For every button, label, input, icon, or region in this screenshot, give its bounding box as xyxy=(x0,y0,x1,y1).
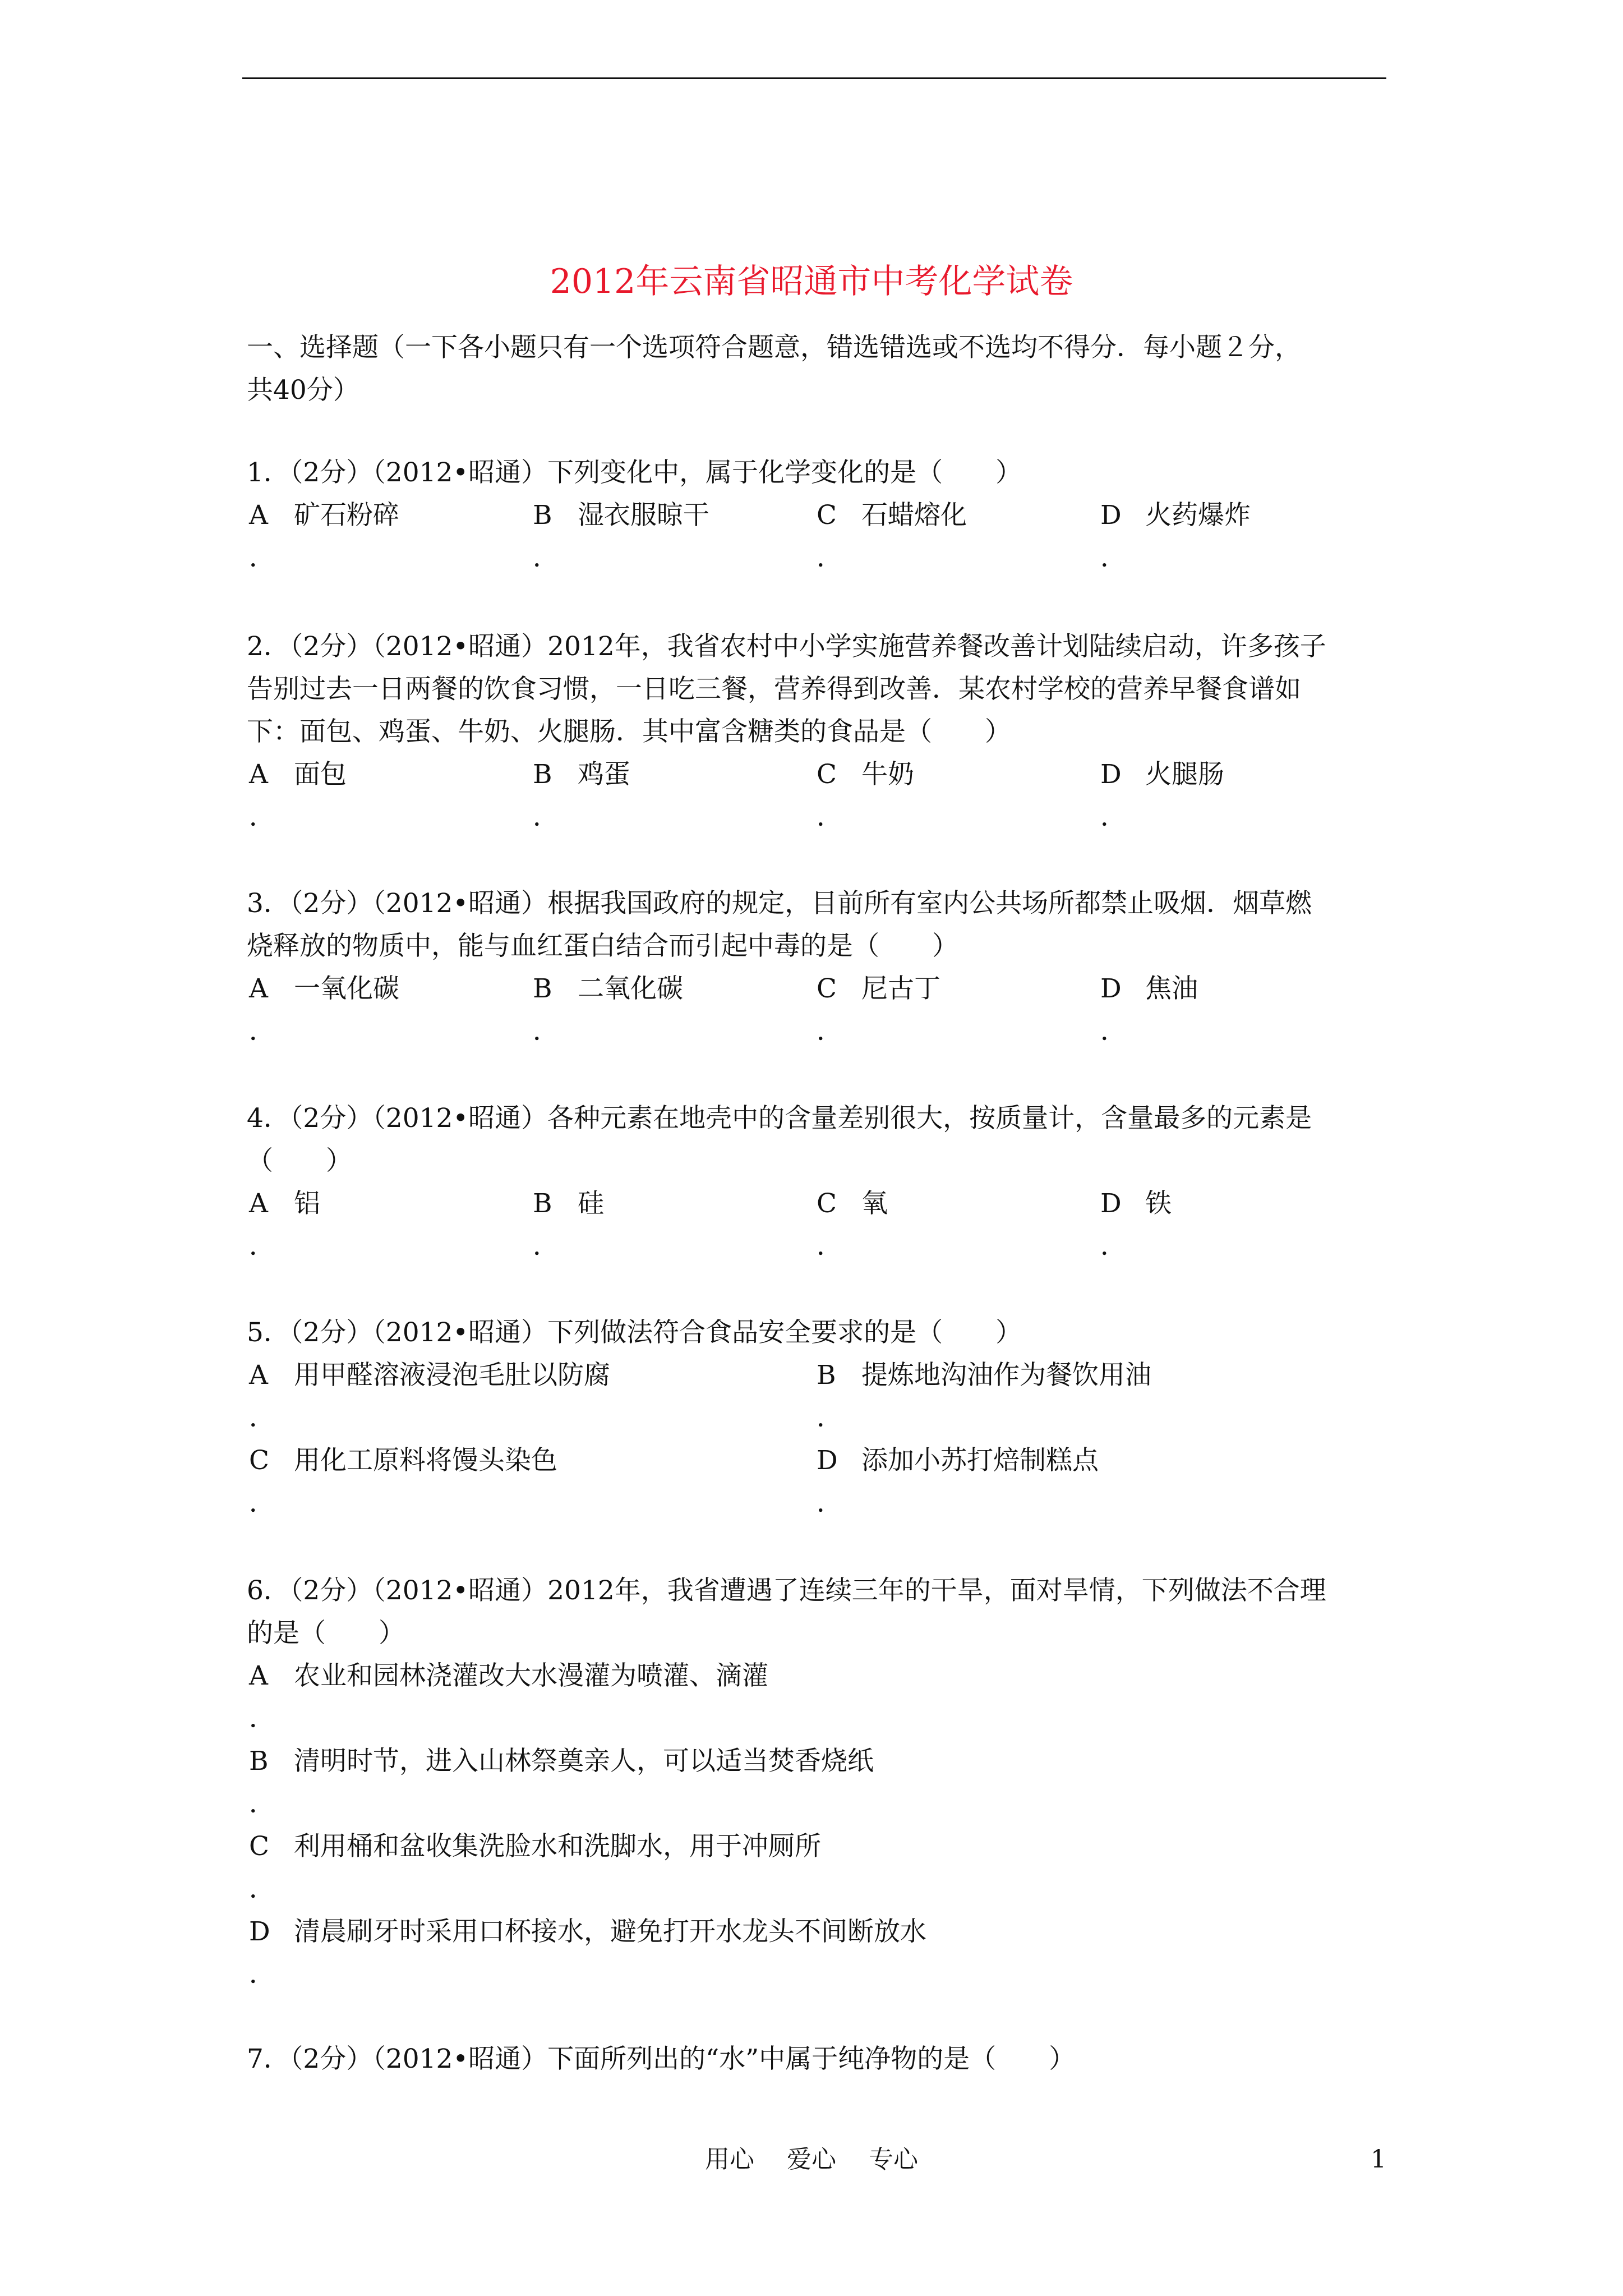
question-4-stem-line1: 4．（2分）（2012•昭通）各种元素在地壳中的含量差别很大，按质量计，含量最多的元素是 xyxy=(247,1103,1312,1134)
option-text: 利用桶和盆收集洗脸水和洗脚水，用于冲厕所 xyxy=(294,1831,821,1862)
option-text: 清明时节，进入山林祭奠亲人，可以适当焚香烧纸 xyxy=(294,1746,874,1777)
option-letter: A xyxy=(249,1660,268,1691)
option-letter: D xyxy=(817,1445,838,1476)
option-letter: D xyxy=(1100,973,1122,1004)
exam-title: 2012年云南省昭通市中考化学试卷 xyxy=(550,262,1073,301)
option-dot: ． xyxy=(249,1016,275,1047)
q6-option-a xyxy=(249,1659,768,1693)
footer-text: 爱心 xyxy=(787,2145,836,2174)
option-dot: ． xyxy=(817,1231,843,1262)
q3-option-a xyxy=(249,972,399,1006)
option-dot: ． xyxy=(817,1402,843,1433)
section-header-line2: 共40分） xyxy=(247,375,359,406)
option-text: 焦油 xyxy=(1145,973,1198,1004)
q3-option-b xyxy=(533,972,683,1006)
option-text: 铝 xyxy=(294,1188,320,1219)
footer-text: 专心 xyxy=(869,2145,918,2174)
q1-option-a xyxy=(249,499,399,532)
option-text: 硅 xyxy=(578,1188,604,1219)
page-number: 1 xyxy=(1371,2145,1386,2174)
question-6-stem-line1: 6．（2分）（2012•昭通）2012年，我省遭遇了连续三年的干旱，面对旱情，下列做法不合理 xyxy=(247,1575,1326,1606)
option-dot: ． xyxy=(249,1703,275,1734)
question-1-stem: 1．（2分）（2012•昭通）下列变化中，属于化学变化的是（ ） xyxy=(247,457,1022,488)
option-letter: A xyxy=(249,500,268,531)
option-text: 矿石粉碎 xyxy=(294,500,399,531)
option-letter: A xyxy=(249,759,268,790)
option-dot: ． xyxy=(817,1016,843,1047)
option-dot: ． xyxy=(1100,1016,1127,1047)
option-dot: ． xyxy=(249,1231,275,1262)
option-letter: C xyxy=(249,1831,269,1862)
option-letter: D xyxy=(1100,500,1122,531)
option-text: 火药爆炸 xyxy=(1145,500,1251,531)
option-text: 清晨刷牙时采用口杯接水，避免打开水龙头不间断放水 xyxy=(294,1916,926,1947)
q4-option-c xyxy=(817,1187,888,1221)
option-text: 二氧化碳 xyxy=(578,973,683,1004)
option-text: 用甲醛溶液浸泡毛肚以防腐 xyxy=(294,1360,610,1391)
option-dot: ． xyxy=(533,1016,559,1047)
q6-option-c xyxy=(249,1830,821,1864)
option-letter: C xyxy=(817,1188,837,1219)
q1-option-d xyxy=(1100,499,1251,532)
option-dot: ． xyxy=(249,1788,275,1819)
option-text: 湿衣服晾干 xyxy=(578,500,709,531)
option-letter: D xyxy=(1100,759,1122,790)
q5-option-a xyxy=(249,1359,610,1392)
header-rule xyxy=(242,77,1386,79)
option-letter: B xyxy=(533,1188,552,1219)
option-letter: B xyxy=(249,1746,269,1777)
q1-option-c xyxy=(817,499,967,532)
option-dot: ． xyxy=(1100,802,1127,832)
option-letter: B xyxy=(533,973,552,1004)
option-text: 尼古丁 xyxy=(861,973,940,1004)
option-text: 铁 xyxy=(1145,1188,1172,1219)
option-dot: ． xyxy=(1100,542,1127,573)
option-text: 提炼地沟油作为餐饮用油 xyxy=(861,1360,1151,1391)
question-3-stem-line2: 烧释放的物质中，能与血红蛋白结合而引起中毒的是（ ） xyxy=(247,931,958,961)
option-text: 面包 xyxy=(294,759,347,790)
question-2-stem-line2: 告别过去一日两餐的饮食习惯，一日吃三餐，营养得到改善．某农村学校的营养早餐食谱如 xyxy=(247,674,1301,705)
option-dot: ． xyxy=(249,802,275,832)
option-dot: ． xyxy=(533,542,559,573)
q6-option-b xyxy=(249,1745,874,1778)
section-header-line1: 一、选择题（一下各小题只有一个选项符合题意，错选错选或不选均不得分．每小题２分， xyxy=(247,332,1301,363)
q2-option-a xyxy=(249,758,347,792)
option-letter: C xyxy=(817,759,837,790)
q2-option-b xyxy=(533,758,630,792)
option-text: 一氧化碳 xyxy=(294,973,399,1004)
question-4-stem-line2: （ ） xyxy=(247,1145,352,1176)
question-7-stem: 7．（2分）（2012•昭通）下面所列出的“水”中属于纯净物的是（ ） xyxy=(247,2044,1076,2074)
option-dot: ． xyxy=(533,1231,559,1262)
option-dot: ． xyxy=(249,1402,275,1433)
q4-option-a xyxy=(249,1187,320,1221)
option-text: 用化工原料将馒头染色 xyxy=(294,1445,557,1476)
option-text: 火腿肠 xyxy=(1145,759,1224,790)
option-text: 牛奶 xyxy=(861,759,914,790)
question-2-stem-line3: 下：面包、鸡蛋、牛奶、火腿肠．其中富含糖类的食品是（ ） xyxy=(247,716,1011,747)
q2-option-c xyxy=(817,758,914,792)
q1-option-b xyxy=(533,499,709,532)
option-text: 添加小苏打焙制糕点 xyxy=(861,1445,1099,1476)
q5-option-d xyxy=(817,1444,1099,1478)
question-6-stem-line2: 的是（ ） xyxy=(247,1618,405,1649)
q2-option-d xyxy=(1100,758,1224,792)
option-letter: B xyxy=(533,500,552,531)
option-letter: C xyxy=(817,500,837,531)
q5-option-c xyxy=(249,1444,557,1478)
q6-option-d xyxy=(249,1915,926,1949)
option-letter: C xyxy=(817,973,837,1004)
q4-option-d xyxy=(1100,1187,1172,1221)
option-text: 农业和园林浇灌改大水漫灌为喷灌、滴灌 xyxy=(294,1660,768,1691)
option-letter: B xyxy=(533,759,552,790)
q4-option-b xyxy=(533,1187,604,1221)
question-2-stem-line1: 2．（2分）（2012•昭通）2012年，我省农村中小学实施营养餐改善计划陆续启动，许多孩子 xyxy=(247,631,1326,662)
option-dot: ． xyxy=(249,1874,275,1904)
option-dot: ． xyxy=(249,1488,275,1519)
option-letter: D xyxy=(249,1916,270,1947)
option-dot: ． xyxy=(533,802,559,832)
question-3-stem-line1: 3．（2分）（2012•昭通）根据我国政府的规定，目前所有室内公共场所都禁止吸烟．烟草燃 xyxy=(247,888,1312,919)
q3-option-c xyxy=(817,972,940,1006)
option-letter: A xyxy=(249,1360,268,1391)
option-dot: ． xyxy=(249,1959,275,1990)
footer-text: 用心 xyxy=(705,2145,754,2174)
question-5-stem: 5．（2分）（2012•昭通）下列做法符合食品安全要求的是（ ） xyxy=(247,1317,1022,1348)
q5-option-b xyxy=(817,1359,1151,1392)
option-text: 氧 xyxy=(861,1188,888,1219)
option-text: 石蜡熔化 xyxy=(861,500,967,531)
option-dot: ． xyxy=(1100,1231,1127,1262)
q3-option-d xyxy=(1100,972,1198,1006)
option-dot: ． xyxy=(249,542,275,573)
option-letter: C xyxy=(249,1445,269,1476)
option-dot: ． xyxy=(817,542,843,573)
option-dot: ． xyxy=(817,802,843,832)
option-letter: D xyxy=(1100,1188,1122,1219)
option-letter: A xyxy=(249,973,268,1004)
option-letter: A xyxy=(249,1188,268,1219)
option-dot: ． xyxy=(817,1488,843,1519)
option-letter: B xyxy=(817,1360,836,1391)
option-text: 鸡蛋 xyxy=(578,759,630,790)
